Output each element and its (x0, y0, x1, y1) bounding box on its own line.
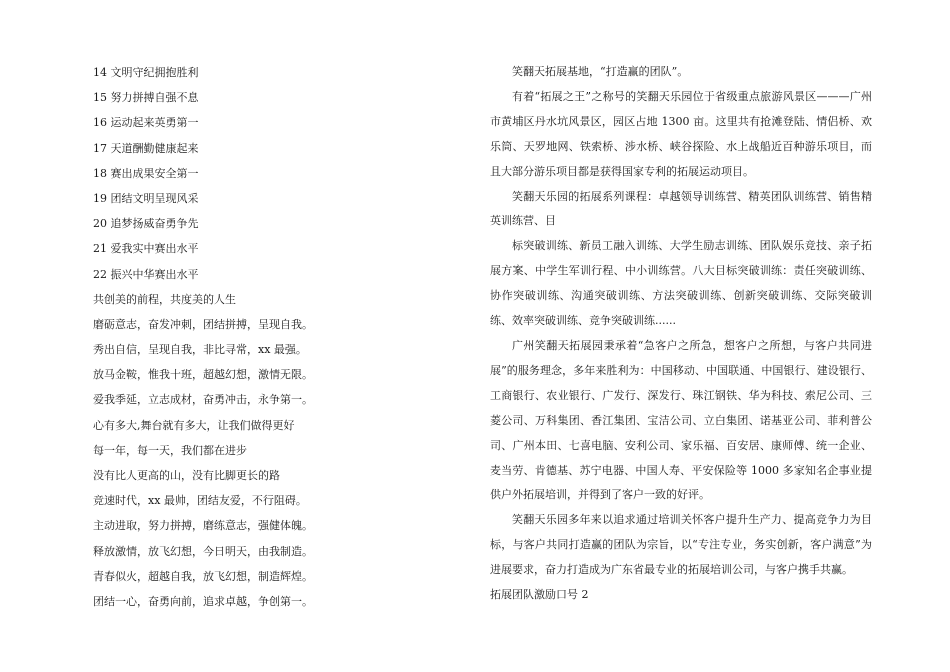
slogan-line: 团结一心，奋勇向前，追求卓越，争创第一。 (93, 594, 313, 608)
slogan-line: 17 天道酬勤健康起来 (93, 141, 199, 155)
slogan-line: 20 追梦扬威奋勇争先 (93, 217, 199, 231)
park-intro-paragraph: 有着“拓展之王”之称号的笑翻天乐园位于省级重点旅游风景区———广州市黄埔区丹水坑风景区，园区占地 1300 亩。这里共有抢滩登陆、情侣桥、欢乐筒、天罗地网、铁索桥、涉水桥、峡谷探险、水上战船近百种游乐项目，而且大部分游乐项目都是获得国家专利的拓展运动项目。 (490, 89, 872, 178)
section-title: 拓展团队激励口号 2 (490, 588, 589, 602)
slogan-line: 22 振兴中华赛出水平 (93, 267, 199, 281)
course-series-paragraph: 笑翻天乐园的拓展系列课程：卓越领导训练营、精英团队训练营、销售精英训练营、目 (490, 189, 872, 228)
slogan-line: 竞速时代，xx 最帅，团结友爱，不行阻碍。 (93, 494, 307, 508)
slogan-line: 心有多大,舞台就有多大，让我们做得更好 (93, 418, 295, 432)
slogan-list-column (93, 60, 433, 614)
mission-paragraph: 笑翻天乐园多年来以追求通过培训关怀客户提升生产力、提高竞争力为目标，与客户共同打造赢的团队为宗旨，以“专注专业，务实创新，客户满意”为进展要求，奋力打造成为广东省最专业的拓展培训公司，与客户携手共赢。 (490, 513, 872, 577)
breakthrough-training-paragraph: 标突破训练、新员工融入训练、大学生励志训练、团队娱乐竞技、亲子拓展方案、中学生军训行程、中小训练营。八大目标突破训练：责任突破训练、协作突破训练、沟通突破训练、方法突破训练、创新突破训练、交际突破训练、效率突破训练、竞争突破训练...... (490, 239, 872, 328)
slogan-line: 主动进取，努力拼搏，磨练意志，强健体魄。 (93, 519, 313, 533)
slogan-line: 21 爱我实中赛出水平 (93, 242, 199, 256)
slogan-line: 释放激情，放飞幻想，今日明天，由我制造。 (93, 544, 313, 558)
slogan-line: 14 文明守纪拥抱胜利 (93, 66, 199, 79)
slogan-line: 18 赛出成果安全第一 (93, 166, 199, 180)
slogan-line: 秀出自信，呈现自我，非比寻常，xx 最强。 (93, 343, 307, 357)
slogan-line: 放马金鞍，惟我十班，超越幻想，激情无限。 (93, 368, 313, 382)
article-heading-paragraph: 笑翻天拓展基地，“打造赢的团队”。 (512, 65, 689, 78)
slogan-line: 爱我季延，立志成材，奋勇冲击，永争第一。 (93, 393, 313, 407)
slogan-line: 没有比人更高的山，没有比脚更长的路 (93, 469, 280, 482)
slogan-line: 磨砺意志，奋发冲刺，团结拼搏，呈现自我。 (93, 317, 313, 331)
slogan-line: 青春似火，超越自我，放飞幻想，制造辉煌。 (93, 569, 313, 583)
slogan-line: 每一年，每一天，我们都在进步 (93, 443, 247, 457)
slogan-line: 共创美的前程，共度美的人生 (93, 292, 236, 306)
service-clients-paragraph: 广州笑翻天拓展园秉承着“急客户之所急，想客户之所想，与客户共同进展”的服务理念，多年来胜利为：中国移动、中国联通、中国银行、建设银行、工商银行、农业银行、广发行、深发行、珠江钢铁、华为科技、索尼公司、三菱公司、万科集团、香江集团、宝洁公司、立白集团、诺基亚公司、菲利普公司、广州本田、七喜电脑、安利公司、家乐福、百安居、康师傅、统一企业、麦当劳、肯德基、苏宁电器、中国人寿、平安保险等 1000 多家知名企事业提供户外拓展培训，并得到了客户一致的好评。 (490, 338, 872, 502)
slogan-line: 19 团结文明呈现风采 (93, 191, 199, 205)
slogan-line: 16 运动起来英勇第一 (93, 116, 199, 130)
slogan-line: 15 努力拼搏自强不息 (93, 91, 199, 105)
article-column (490, 60, 872, 608)
